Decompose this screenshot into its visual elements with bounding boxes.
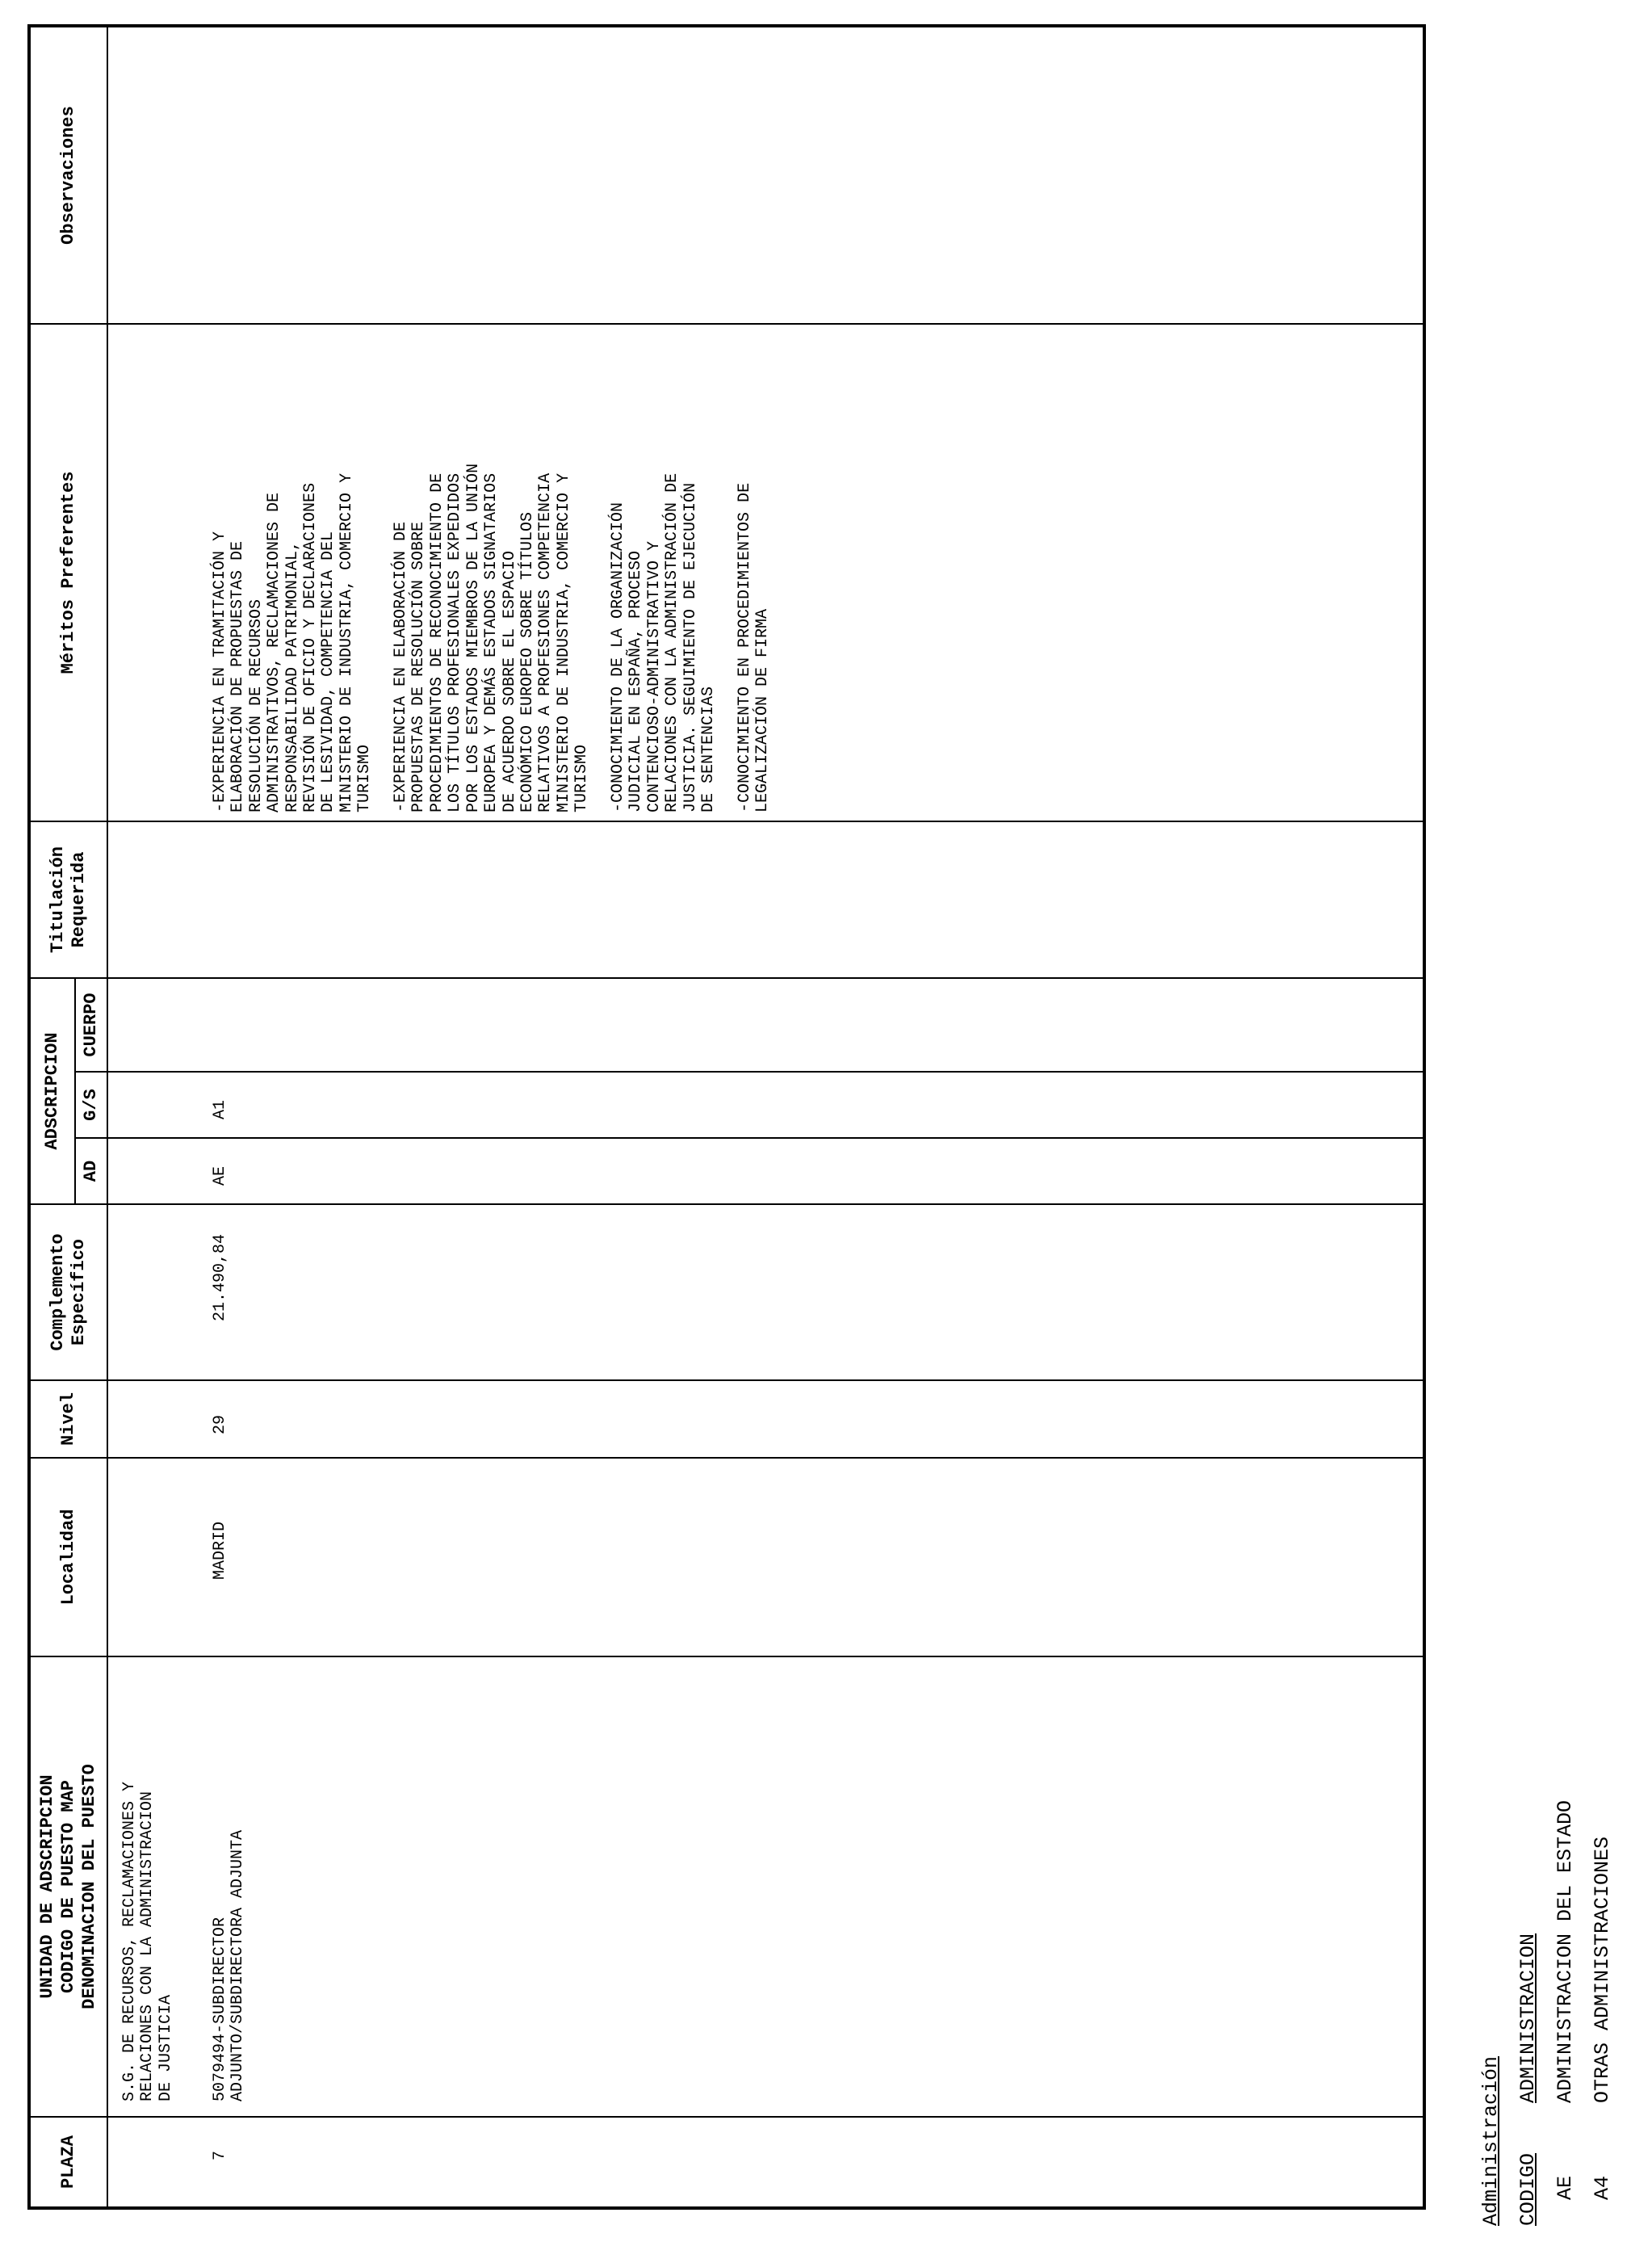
col-sep-plaza	[27, 2116, 1424, 2118]
header-ad: AD	[81, 1160, 101, 1182]
row-localidad: MADRID	[211, 1521, 229, 1580]
row-plaza: 7	[211, 2150, 229, 2160]
table-border-right	[27, 24, 1426, 27]
legend-name-ae: ADMINISTRACION DEL ESTADO	[1553, 1799, 1577, 2103]
header-unidad: UNIDAD DE ADSCRIPCION CODIGO DE PUESTO MAP DENOMINACION DEL PUESTO	[37, 1764, 99, 2009]
header-localidad: Localidad	[58, 1509, 78, 1606]
col-sep-ad	[74, 1137, 1424, 1139]
table-border-left	[27, 2206, 1426, 2210]
header-gs: G/S	[81, 1089, 101, 1121]
header-observaciones: Observaciones	[58, 106, 78, 245]
legend-title: Administración	[1479, 2055, 1503, 2226]
col-sep-titulacion	[27, 821, 1424, 822]
col-sep-nivel	[27, 1379, 1424, 1381]
legend-name-header: ADMINISTRACION	[1516, 1933, 1540, 2103]
header-meritos: Méritos Preferentes	[58, 471, 78, 674]
col-sep-complemento	[27, 1203, 1424, 1205]
row-nivel: 29	[211, 1414, 229, 1434]
header-plaza: PLAZA	[58, 2135, 78, 2190]
row-puesto: 5079494-SUBDIRECTOR ADJUNTO/SUBDIRECTORA ADJUNTA	[211, 1829, 248, 2101]
unit-name: S.G. DE RECURSOS, RECLAMACIONES Y RELACIONES CON LA ADMINISTRACION DE JUSTICIA	[120, 1781, 175, 2101]
row-gs: A1	[211, 1099, 229, 1119]
col-sep-unidad	[27, 1656, 1424, 1657]
row-complemento: 21.490,84	[211, 1233, 229, 1321]
col-sep-localidad	[27, 1457, 1424, 1459]
table-border-bottom	[1423, 24, 1426, 2210]
header-adscripcion: ADSCRIPCION	[42, 1032, 62, 1150]
row-meritos: -EXPERIENCIA EN TRAMITACIÓN Y ELABORACIÓN DE PROPUESTAS DE RESOLUCIÓN DE RECURSOS ADMINISTRATIVOS, RECLAMACIONES DE RESPONSABILIDAD PATRIMONIAL, REVISIÓN DE OFICIO Y DECLARACIONES DE LESIVIDAD, COMPETENCIA DEL MINISTERIO DE INDUSTRIA, COMERCIO Y TURISMO -EXPERIENCIA EN ELABORACIÓN DE PROPUESTAS DE RESOLUCIÓN SOBRE PROCEDIMIENTOS DE RECONOCIMIENTO DE LOS TÍTULOS PROFESIONALES EXPEDIDOS POR LOS ESTADOS MIEMBROS DE LA UNIÓN EUROPEA Y DEMÁS ESTADOS SIGNATARIOS DE ACUERDO SOBRE EL ESPACIO ECONÓMICO EUROPEO SOBRE TÍTULOS RELATIVOS A PROFESIONES COMPETENCIA MINISTERIO DE INDUSTRIA, COMERCIO Y TURISMO -CONOCIMIENTO DE LA ORGANIZACIÓN JUDICIAL EN ESPAÑA, PROCESO CONTENCIOSO-ADMINISTRATIVO Y RELACIONES CON LA ADMINISTRACIÓN DE JUSTICIA. SEGUIMIENTO DE EJECUCIÓN DE SENTENCIAS -CONOCIMIENTO EN PROCEDIMIENTOS DE LEGALIZACIÓN DE FIRMA	[211, 463, 773, 812]
header-nivel: Nivel	[58, 1392, 78, 1446]
legend-code-ae: AE	[1553, 2175, 1577, 2200]
legend-code-a4: A4	[1591, 2175, 1614, 2200]
col-sep-cuerpo	[27, 977, 1424, 979]
legend-name-a4: OTRAS ADMINISTRACIONES	[1591, 1836, 1614, 2103]
header-titulacion: Titulación Requerida	[48, 846, 89, 954]
legend-code-header: CODIGO	[1516, 2152, 1540, 2226]
header-complemento: Complemento Específico	[48, 1233, 89, 1351]
col-sep-meritos	[27, 323, 1424, 325]
row-ad: AE	[211, 1165, 229, 1186]
col-sep-gs	[74, 1071, 1424, 1073]
header-separator	[107, 24, 108, 2210]
header-cuerpo: CUERPO	[81, 993, 101, 1057]
